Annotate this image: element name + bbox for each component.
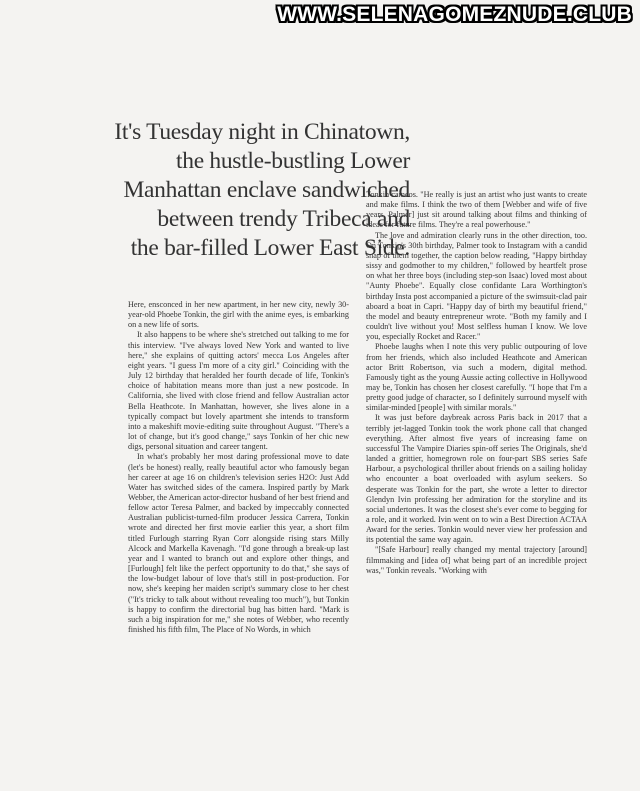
paragraph: In what's probably her most daring professional move to date (let's be honest) really, really beautiful actor who famously began her career at age 16 on children's television series H2O: Just Add Water has switched sides of the camera. Inspired partly by Mark Webber, the American actor-director husband of her best friend and fellow actor Teresa Palmer, and backed by impeccably connected Australian publicist-turned-film producer Jessica Carrera, Tonkin wrote and directed her first movie earlier this year, a short film titled Furlough starring Ryan Corr alongside rising stars Milly Alcock and Markella Kavenagh. "I'd gone through a break-up last year and I wanted to branch out and explore other things, and [Furlough] felt like the perfect opportunity to do that," she says of the low-budget labour of love that's still in post-production. For now, she's keeping her maiden script's summary close to her chest ("It's tricky to talk about without revealing too much"), but Tonkin is happy to confirm the directorial bug has bitten hard. "Mark is such a big inspiration for me," she notes of Webber, who recently finished his fifth film, The Place of No Words, in which bbox=[128, 452, 349, 634]
headline-line: between trendy Tribeca and bbox=[157, 206, 410, 232]
headline-line: It's Tuesday night in Chinatown, bbox=[114, 119, 410, 145]
right-column bbox=[366, 190, 587, 576]
left-column bbox=[128, 300, 349, 635]
paragraph: "[Safe Harbour] really changed my mental trajectory [around] filmmaking and [idea of] what being part of an incredible project was," Tonkin reveals. "Working with bbox=[366, 545, 587, 575]
watermark-text: WWW.SELENAGOMEZNUDE.CLUB bbox=[277, 3, 632, 26]
paragraph: Phoebe laughs when I note this very public outpouring of love from her friends, which also included Heathcote and American actor Britt Robertson, via such a modern, digital method. Famously tight as the young Aussie acting collective in Hollywood may be, Tonkin has chosen her closest carefully. "I hope that I'm a pretty good judge of character, so I definitely surround myself with similar-minded [people] with similar morals." bbox=[366, 342, 587, 413]
headline-line: the bar-filled Lower East Side. bbox=[130, 235, 410, 261]
headline-line: Manhattan enclave sandwiched bbox=[123, 177, 410, 203]
paragraph: It also happens to be where she's stretched out talking to me for this interview. "I've always loved New York and wanted to live here," she explains of quitting actors' mecca Los Angeles after eight years. "I guess I'm more of a city girl." Coinciding with the July 12 birthday that heralded her fourth decade of life, Tonkin's choice of habitation means more than just a new postcode. In California, she lived with close friend and fellow Australian actor Bella Heathcote. In Manhattan, however, she lives alone in a typically compact but lovely apartment she intends to transform into a makeshift movie-editing suite throughout August. "There's a lot of change, but it's good change," says Tonkin of her chic new digs, personal situation and career tangent. bbox=[128, 330, 349, 452]
paragraph: The love and admiration clearly runs in the other direction, too. On Tonkin's 30th birthday, Palmer took to Instagram with a candid snap of them together, the caption below reading, "Happy birthday sissy and godmother to my children," followed by heartfelt prose on what her three boys (including step-son Isaac) loved most about "Aunty Phoebe". Equally close confidante Lara Worthington's birthday Insta post accompanied a picture of the swimsuit-clad pair aboard a boat in Capri. "Happy day of birth my beautiful friend," the model and beauty entrepreneur wrote. "Both my family and I couldn't live without you! Most selfless human I know. We love you, especially Rocket and Racer." bbox=[366, 230, 587, 342]
paragraph: Tonkin cameos. "He really is just an artist who just wants to create and make films. I think the two of them [Webber and wife of five years, Palmer] just sit around talking about films and thinking of ideas for future films. They're a real powerhouse." bbox=[366, 190, 587, 230]
paragraph: It was just before daybreak across Paris back in 2017 that a terribly jet-lagged Tonkin took the work phone call that changed everything. After almost five years of increasing fame on successful The Vampire Diaries spin-off series The Originals, she'd landed a grittier, homegrown role on four-part SBS series Safe Harbour, a psychological thriller about friends on a sailing holiday who encounter a boat overloaded with asylum seekers. So desperate was Tonkin for the part, she wrote a letter to director Glendyn Ivin professing her admiration for the storyline and its social undertones. It was the closest she's ever come to begging for a role, and it worked. Ivin went on to win a Best Direction ACTAA Award for the series. Tonkin would never view her profession and its potential the same way again. bbox=[366, 413, 587, 545]
headline-line: the hustle-bustling Lower bbox=[176, 148, 410, 174]
headline bbox=[80, 118, 410, 263]
paragraph: Here, ensconced in her new apartment, in her new city, newly 30-year-old Phoebe Tonkin, the girl with the anime eyes, is embarking on a new life of sorts. bbox=[128, 300, 349, 330]
